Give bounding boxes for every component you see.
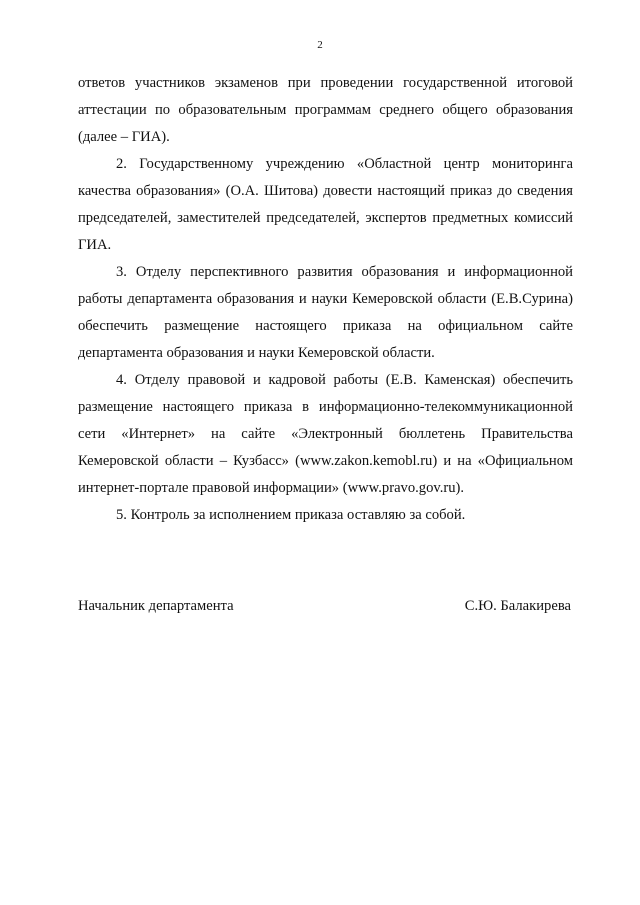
page-number: 2: [317, 39, 323, 51]
paragraph-continuation: ответов участников экзаменов при проведении государственной итоговой аттестации по образовательным программам среднего общего образования (далее – ГИА).: [78, 75, 573, 145]
signature-block: [78, 593, 571, 620]
paragraph-item-3: 3. Отделу перспективного развития образования и информационной работы департамента образования и науки Кемеровской области (Е.В.Сурина) обеспечить размещение настоящего приказа на официальном сайте департамента образования и науки Кемеровской области.: [78, 264, 573, 361]
paragraph-item-5: 5. Контроль за исполнением приказа оставляю за собой.: [116, 507, 466, 523]
signatory-position: Начальник департамента: [78, 598, 234, 614]
signatory-name: С.Ю. Балакирева: [464, 598, 571, 614]
paragraph-item-2: 2. Государственному учреждению «Областной центр мониторинга качества образования» (О.А. Шитова) довести настоящий приказ до сведения председателей, заместителей председателей, экспертов предметных комиссий ГИА.: [78, 156, 573, 253]
paragraph-item-4-part: 4. Отделу правовой и кадровой работы (Е.В. Каменская) обеспечить размещение настоящего приказа в информационно-телекоммуникационной сети «Интернет» на сайте «Электронный бюллетень Правительства Кемеровской области – Кузбасс» (www.zakon.kemobl.ru) и на «Официальном интернет-портале правовой информации» (www.pravo.gov.ru).: [78, 372, 573, 496]
document-body: [78, 70, 573, 529]
